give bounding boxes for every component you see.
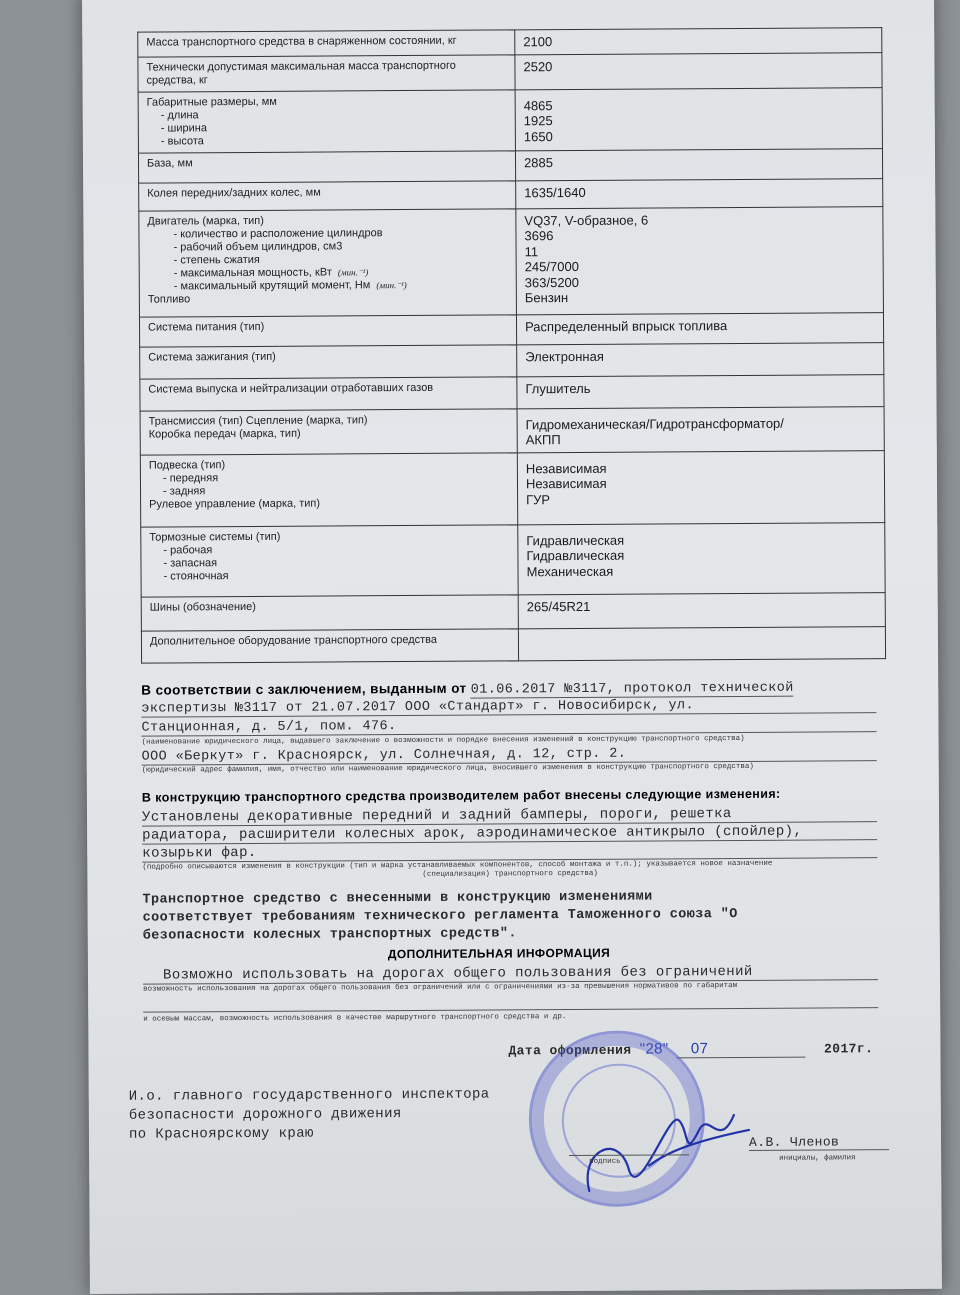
row-value — [517, 450, 884, 524]
row-label — [140, 452, 517, 526]
row-label-line: Рулевое управление (марка, тип) — [149, 497, 321, 511]
row-label-line: Шины (обозначение) — [149, 600, 256, 614]
compliance-line-3: безопасности колесных транспортных средств". — [142, 926, 517, 944]
row-value-line: 3696 — [524, 228, 554, 244]
row-label-line: Подвеска (тип) — [148, 458, 226, 472]
row-label-line: - длина — [160, 108, 199, 122]
changes-caption-1: (подробно описываются изменения в конструкции (тип и марка устанавливаемых компонентов, способ монтажа и т.п.); указывается новое назначение — [142, 859, 773, 872]
row-label-line: Система питания (тип) — [147, 320, 265, 334]
date-month: 07 — [677, 1040, 806, 1059]
table-row — [138, 148, 882, 183]
row-value — [515, 52, 882, 89]
row-value-line: АКПП — [525, 432, 561, 448]
date-year: 2017г. — [823, 1041, 874, 1057]
row-label-line: Колея передних/задних колес, мм — [147, 186, 321, 200]
row-value-line: Независимая — [525, 475, 607, 492]
row-value — [515, 28, 882, 55]
table-row — [139, 206, 884, 317]
conclusion-text-1: 01.06.2017 №3117, протокол технической — [470, 680, 794, 698]
table-row — [138, 87, 882, 153]
additional-caption-2: и осевым массам, возможность использования в качестве маршрутного транспортного средства и др. — [143, 1013, 567, 1024]
row-value-line: 2100 — [523, 34, 553, 50]
changes-line-2: радиатора, расширители колесных арок, аэродинамическое антикрыло (спойлер), — [142, 823, 877, 844]
row-value-line: 265/45R21 — [526, 598, 591, 614]
row-value-line: Гидравлическая — [526, 532, 625, 548]
row-label-line: Технически допустимая максимальная масса транспортного — [146, 59, 456, 74]
row-value-line: 11 — [524, 243, 539, 259]
signatory-name-caption: инициалы, фамилия — [779, 1154, 856, 1163]
row-value-line: Глушитель — [525, 380, 591, 396]
row-label — [140, 344, 517, 378]
row-label-line: средства, кг — [146, 73, 208, 87]
row-label-line: - стояночная — [163, 569, 229, 583]
row-value — [518, 522, 885, 594]
row-label-line: Тормозные системы (тип) — [149, 530, 281, 544]
table-row — [140, 342, 884, 379]
row-label — [139, 180, 516, 210]
row-label-line: Двигатель (марка, тип) — [147, 214, 264, 228]
table-row — [139, 312, 883, 347]
row-value — [515, 148, 882, 180]
row-label-line: - высота — [160, 134, 204, 148]
row-value — [515, 87, 882, 150]
row-label-line: - задняя — [163, 484, 206, 498]
additional-heading: ДОПОЛНИТЕЛЬНАЯ ИНФОРМАЦИЯ — [387, 945, 611, 962]
row-value — [517, 342, 884, 376]
changes-caption-2: (специализация) транспортного средства) — [422, 869, 598, 879]
row-label — [139, 314, 516, 346]
row-label-line: - ширина — [160, 121, 208, 135]
row-value-line: Бензин — [524, 290, 569, 306]
row-label-line: Топливо — [147, 292, 191, 306]
row-label-line: Система выпуска и нейтрализации отработавших газов — [148, 381, 434, 396]
row-label-line: Дополнительное оборудование транспортного средства — [149, 633, 438, 648]
row-label — [141, 594, 518, 630]
changes-heading: В конструкцию транспортного средства производителем работ внесены следующие изменения: — [141, 786, 781, 805]
conclusion-caption-1: (наименование юридического лица, выдавшего заключение о возможности и порядке внесения изменений в конструкцию транспортного средства) — [141, 734, 745, 747]
row-value-line: Гидравлическая — [526, 547, 625, 564]
row-label — [138, 30, 515, 57]
table-row — [138, 52, 882, 92]
additional-blank-line — [143, 993, 878, 1012]
row-value-line: ГУР — [526, 491, 551, 507]
row-label-line: - степень сжатия — [173, 253, 260, 266]
row-value-line: VQ37, V-образное, 6 — [524, 212, 649, 228]
row-label-line: Трансмиссия (тип) Сцепление (марка, тип) — [148, 413, 368, 428]
row-label — [138, 150, 515, 182]
row-label-line: - количество и расположение цилиндров — [173, 226, 383, 240]
row-label — [140, 408, 517, 454]
table-row — [141, 626, 885, 663]
row-label-line: Масса транспортного средства в снаряженном состоянии, кг — [146, 34, 457, 49]
row-label-line: - передняя — [162, 471, 219, 485]
signatory-line-2: безопасности дорожного движения — [128, 1106, 402, 1124]
row-value-line: 2885 — [523, 154, 554, 170]
signature-line — [569, 1150, 689, 1156]
conclusion-caption-2: (юридический адрес фамилия, имя, отчество или наименование юридического лица, вносившего изменения в конструкцию транспортного средства) — [141, 762, 754, 775]
table-row — [141, 592, 885, 631]
row-label — [141, 524, 518, 596]
row-value-line: 363/5200 — [524, 274, 580, 290]
table-row — [141, 522, 885, 597]
conclusion-line-3: Станционная, д. 5/1, пом. 476. — [141, 716, 876, 736]
row-value — [517, 374, 884, 408]
spec-table — [137, 27, 886, 663]
table-row — [139, 178, 883, 211]
compliance-line-2: соответствует требованиям технического регламента Таможенного союза "О — [142, 907, 738, 926]
compliance-line-1: Транспортное средство с внесенными в конструкцию изменениями — [142, 889, 653, 908]
signatory-line-1: И.о. главного государственного инспектора — [128, 1086, 490, 1105]
table-row — [140, 374, 884, 411]
date-label: Дата оформления — [508, 1042, 632, 1059]
row-value-line: 2520 — [523, 58, 553, 74]
row-value-line: Независимая — [525, 460, 607, 476]
row-label-line: - рабочая — [163, 543, 213, 557]
row-value — [516, 312, 883, 344]
units-note-power: (мин.⁻¹) — [337, 266, 369, 277]
row-value-line: Электронная — [525, 348, 604, 364]
row-value — [518, 626, 885, 660]
row-label-line: - рабочий объем цилиндров, см3 — [173, 239, 343, 253]
conclusion-line-2: экспертизы №3117 от 21.07.2017 ООО «Стандарт» г. Новосибирск, ул. — [141, 697, 876, 717]
row-label — [139, 208, 517, 316]
additional-caption-1: возможность использования на дорогах общего пользования без ограничений или с ограничениями из-за превышения нормативов по габаритам — [143, 982, 738, 994]
conclusion-line-1 — [141, 678, 876, 699]
row-label — [140, 376, 517, 410]
row-value-line: 1650 — [523, 128, 553, 144]
row-label-line: База, мм — [146, 156, 193, 170]
row-label-line: - максимальная мощность, кВт (мин.⁻¹) — [173, 265, 369, 279]
row-value-line: Распределенный впрыск топлива — [524, 317, 728, 334]
changes-line-3: козырьки фар. — [142, 841, 877, 862]
row-value-line: 1925 — [523, 113, 553, 129]
row-label-line: - запасная — [163, 556, 218, 570]
row-label-line: - максимальный крутящий момент, Нм (мин.⁻¹) — [173, 278, 407, 292]
row-value — [517, 406, 884, 452]
row-label-line: Система зажигания (тип) — [148, 350, 276, 364]
row-label — [141, 628, 518, 662]
row-value-line — [527, 631, 877, 633]
changes-line-1: Установлены декоративные передний и задний бамперы, пороги, решетка — [142, 805, 877, 826]
row-label — [138, 89, 515, 152]
row-label-line: Габаритные размеры, мм — [146, 95, 277, 109]
date-day: "28" — [639, 1040, 669, 1058]
row-value-line: Гидромеханическая/Гидротрансформатор/ — [525, 415, 784, 432]
handwritten-signature — [559, 1070, 760, 1211]
row-label — [138, 54, 515, 91]
units-note-torque: (мин.⁻¹) — [376, 279, 407, 290]
table-row — [140, 406, 884, 455]
row-value — [518, 592, 885, 628]
additional-line-1: Возможно использовать на дорогах общего пользования без ограничений — [143, 963, 878, 984]
row-value-line: Механическая — [526, 563, 614, 579]
row-value-line: 1635/1640 — [524, 184, 586, 200]
conclusion-prefix: В соответствии с заключением, выданным от — [141, 680, 467, 698]
row-value — [516, 206, 884, 314]
table-row — [140, 450, 884, 527]
signatory-name: А.В. Членов — [749, 1134, 889, 1151]
row-value-line: 4865 — [523, 97, 553, 113]
signature-caption: подпись — [589, 1157, 621, 1166]
row-value — [516, 178, 883, 208]
conclusion-line-4: ООО «Беркут» г. Красноярск, ул. Солнечная, д. 12, стр. 2. — [142, 745, 877, 765]
row-label-line: Коробка передач (марка, тип) — [148, 427, 301, 441]
document-sheet — [82, 0, 942, 1294]
signatory-line-3: по Красноярскому краю — [128, 1125, 314, 1143]
row-value-line: 245/7000 — [524, 258, 579, 275]
